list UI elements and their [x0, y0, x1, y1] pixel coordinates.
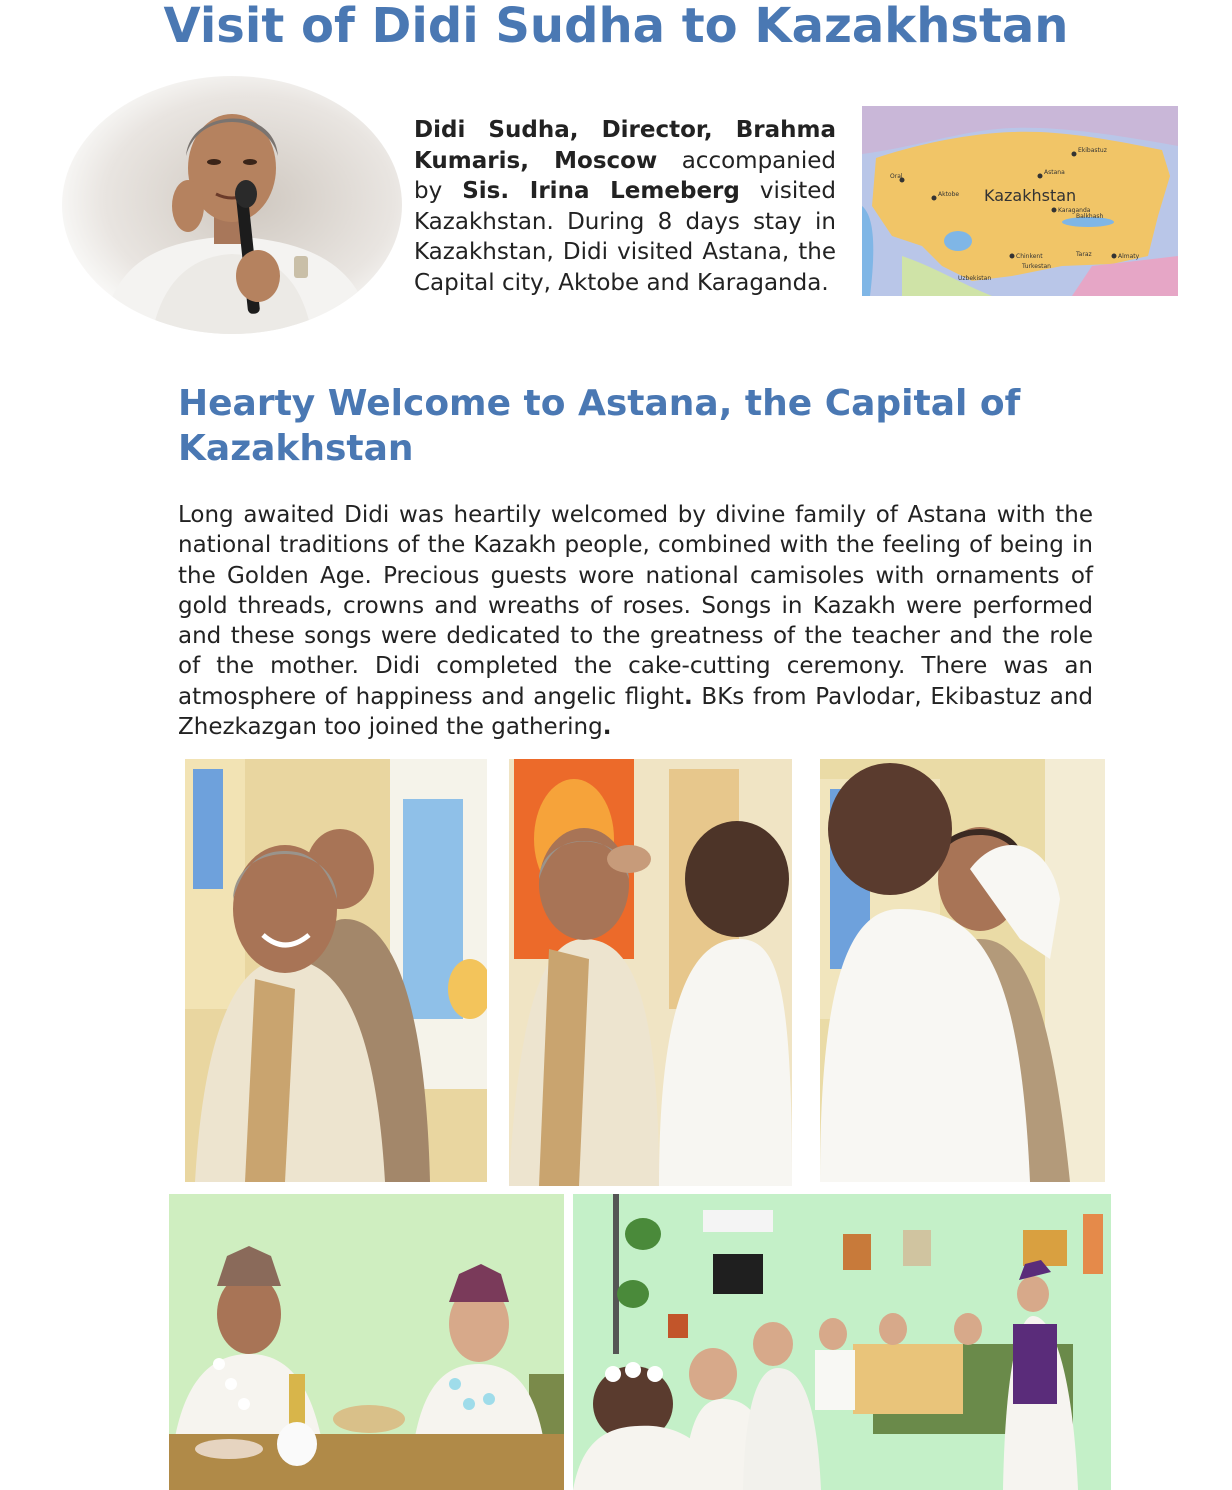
celebration-photo-2 [573, 1194, 1111, 1490]
map-city-label: Aktobe [938, 191, 960, 198]
welcome-photo-1 [185, 759, 487, 1182]
section-paragraph-a: Long awaited Didi was heartily welcomed by divine family of Astana with the national traditions of the Kazakh people, combined with the feeling of being in the Golden Age. Precious guests wore national camisoles with ornaments of gold threads, crowns and wreaths of roses. Songs in Kazakh were performed and these songs were dedicated to the greatness of the teacher and the role of the mother. Didi completed the cake-cutting ceremony. There was an atmosphere of happiness and angelic flight [178, 502, 1093, 710]
welcome-photo-3 [820, 759, 1105, 1182]
celebration-photo-1 [169, 1194, 564, 1490]
section-paragraph [178, 500, 1093, 742]
map-city-label: Uzbekistan [958, 275, 992, 282]
map-city-label: Karaganda [1058, 207, 1091, 214]
section-paragraph-dot: . [683, 683, 693, 710]
map-city-label: Astana [1044, 169, 1065, 176]
map-city-label: Almaty [1118, 253, 1140, 260]
map-city-label: Balkhash [1076, 213, 1104, 220]
section-paragraph-end: . [602, 714, 612, 741]
map-country-label: Kazakhstan [984, 186, 1077, 205]
intro-accompanied: accompanied by [414, 147, 836, 204]
map-city-label: Taraz [1076, 251, 1092, 258]
map-city-label: Ekibastuz [1078, 147, 1107, 154]
section-paragraph-b: BKs from Pavlodar, Ekibastuz and Zhezkazgan too joined the gathering [178, 683, 1093, 741]
section-heading: Hearty Welcome to Astana, the Capital of Kazakhstan [178, 383, 1021, 469]
map-city-label: Chinkent [1016, 253, 1043, 260]
map-city-label: Turkestan [1022, 263, 1051, 270]
didi-sudha-portrait [62, 76, 402, 334]
intro-paragraph [414, 115, 836, 298]
intro-name-role: Didi Sudha, Director, Brahma Kumaris, Moscow [414, 117, 836, 174]
map-city-label: Oral [890, 173, 903, 180]
welcome-photo-2 [509, 759, 792, 1186]
page-title: Visit of Didi Sudha to Kazakhstan [163, 0, 1069, 54]
intro-rest: visited Kazakhstan. During 8 days stay in Kazakhstan, Didi visited Astana, the Capital city, Aktobe and Karaganda. [414, 178, 836, 296]
intro-companion: Sis. Irina Lemeberg [462, 178, 740, 204]
kazakhstan-map [862, 106, 1178, 296]
